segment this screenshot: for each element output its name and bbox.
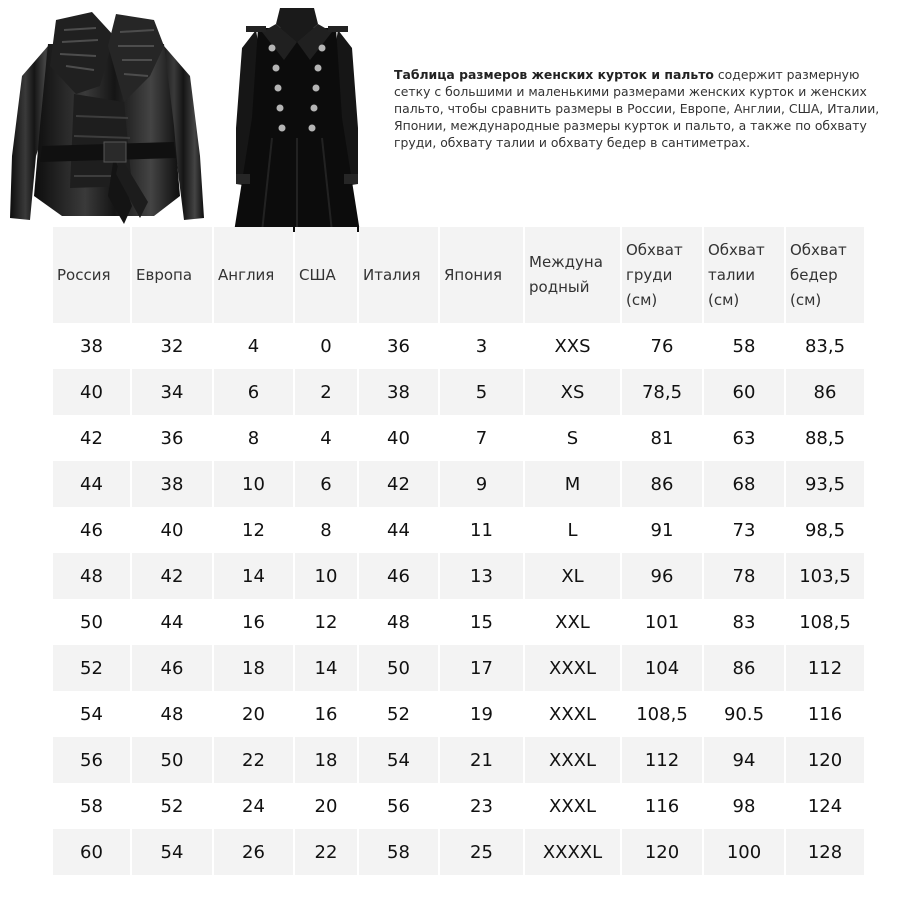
cell-japan: 19: [440, 691, 523, 737]
cell-international: XXXL: [525, 691, 620, 737]
cell-europe: 44: [132, 599, 212, 645]
header-usa: США: [295, 227, 357, 323]
header-italy: Италия: [359, 227, 438, 323]
cell-russia: 46: [53, 507, 130, 553]
table-row: [53, 645, 864, 691]
cell-russia: 42: [53, 415, 130, 461]
cell-international: XXS: [525, 323, 620, 369]
cell-italy: 54: [359, 737, 438, 783]
cell-japan: 21: [440, 737, 523, 783]
cell-hips: 124: [786, 783, 864, 829]
cell-italy: 42: [359, 461, 438, 507]
cell-russia: 58: [53, 783, 130, 829]
cell-waist: 68: [704, 461, 784, 507]
cell-europe: 38: [132, 461, 212, 507]
table-row: [53, 507, 864, 553]
cell-japan: 25: [440, 829, 523, 875]
cell-europe: 42: [132, 553, 212, 599]
cell-hips: 108,5: [786, 599, 864, 645]
cell-italy: 58: [359, 829, 438, 875]
table-row: [53, 553, 864, 599]
cell-europe: 34: [132, 369, 212, 415]
cell-chest: 86: [622, 461, 702, 507]
cell-usa: 14: [295, 645, 357, 691]
cell-england: 4: [214, 323, 293, 369]
table-row: [53, 461, 864, 507]
cell-hips: 93,5: [786, 461, 864, 507]
cell-europe: 50: [132, 737, 212, 783]
header-hips: Обхват бедер (см): [786, 227, 864, 323]
cell-international: XL: [525, 553, 620, 599]
cell-usa: 22: [295, 829, 357, 875]
intro-title: Таблица размеров женских курток и пальто: [394, 67, 714, 82]
cell-usa: 8: [295, 507, 357, 553]
table-row: [53, 415, 864, 461]
cell-waist: 98: [704, 783, 784, 829]
cell-italy: 46: [359, 553, 438, 599]
cell-waist: 94: [704, 737, 784, 783]
intro-text: [394, 66, 894, 151]
cell-usa: 6: [295, 461, 357, 507]
cell-usa: 2: [295, 369, 357, 415]
cell-russia: 60: [53, 829, 130, 875]
cell-italy: 38: [359, 369, 438, 415]
cell-italy: 50: [359, 645, 438, 691]
cell-chest: 120: [622, 829, 702, 875]
header-europe: Европа: [132, 227, 212, 323]
table-row: [53, 691, 864, 737]
cell-japan: 23: [440, 783, 523, 829]
cell-japan: 15: [440, 599, 523, 645]
cell-russia: 50: [53, 599, 130, 645]
cell-europe: 36: [132, 415, 212, 461]
cell-europe: 46: [132, 645, 212, 691]
cell-international: L: [525, 507, 620, 553]
cell-england: 20: [214, 691, 293, 737]
cell-usa: 18: [295, 737, 357, 783]
cell-hips: 83,5: [786, 323, 864, 369]
coat-image: [222, 8, 372, 232]
cell-usa: 12: [295, 599, 357, 645]
cell-waist: 60: [704, 369, 784, 415]
cell-england: 16: [214, 599, 293, 645]
cell-chest: 112: [622, 737, 702, 783]
cell-russia: 48: [53, 553, 130, 599]
cell-england: 10: [214, 461, 293, 507]
header-england: Англия: [214, 227, 293, 323]
intro-body: содержит размерную сетку с большими и маленькими размерами женских курток и женских пальто, чтобы сравнить размеры в России, Европе, Англии, США, Италии, Японии, международные размеры курток и пальто, а также по обхвату груди, обхвату талии и обхвату бедер в сантиметрах.: [394, 67, 880, 150]
cell-chest: 108,5: [622, 691, 702, 737]
cell-italy: 40: [359, 415, 438, 461]
cell-international: XS: [525, 369, 620, 415]
cell-international: XXL: [525, 599, 620, 645]
cell-europe: 40: [132, 507, 212, 553]
cell-usa: 4: [295, 415, 357, 461]
header-waist: Обхват талии (см): [704, 227, 784, 323]
cell-japan: 5: [440, 369, 523, 415]
cell-japan: 11: [440, 507, 523, 553]
cell-chest: 81: [622, 415, 702, 461]
cell-england: 26: [214, 829, 293, 875]
cell-hips: 88,5: [786, 415, 864, 461]
cell-japan: 9: [440, 461, 523, 507]
cell-hips: 98,5: [786, 507, 864, 553]
header-chest: Обхват груди (см): [622, 227, 702, 323]
cell-europe: 48: [132, 691, 212, 737]
cell-england: 18: [214, 645, 293, 691]
cell-waist: 86: [704, 645, 784, 691]
cell-japan: 17: [440, 645, 523, 691]
cell-chest: 101: [622, 599, 702, 645]
header-russia: Россия: [53, 227, 130, 323]
cell-usa: 20: [295, 783, 357, 829]
cell-usa: 10: [295, 553, 357, 599]
cell-russia: 54: [53, 691, 130, 737]
header-international: Междуна родный: [525, 227, 620, 323]
cell-chest: 116: [622, 783, 702, 829]
cell-england: 14: [214, 553, 293, 599]
table-row: [53, 599, 864, 645]
table-row: [53, 323, 864, 369]
cell-italy: 36: [359, 323, 438, 369]
cell-hips: 86: [786, 369, 864, 415]
cell-waist: 58: [704, 323, 784, 369]
cell-hips: 112: [786, 645, 864, 691]
table-row: [53, 783, 864, 829]
cell-russia: 38: [53, 323, 130, 369]
cell-italy: 52: [359, 691, 438, 737]
cell-waist: 100: [704, 829, 784, 875]
cell-england: 6: [214, 369, 293, 415]
cell-italy: 44: [359, 507, 438, 553]
header-japan: Япония: [440, 227, 523, 323]
cell-hips: 128: [786, 829, 864, 875]
cell-waist: 73: [704, 507, 784, 553]
cell-international: S: [525, 415, 620, 461]
cell-europe: 32: [132, 323, 212, 369]
cell-russia: 44: [53, 461, 130, 507]
cell-international: XXXL: [525, 737, 620, 783]
cell-waist: 63: [704, 415, 784, 461]
cell-international: XXXL: [525, 645, 620, 691]
cell-international: XXXXL: [525, 829, 620, 875]
cell-usa: 0: [295, 323, 357, 369]
cell-russia: 56: [53, 737, 130, 783]
cell-japan: 13: [440, 553, 523, 599]
cell-chest: 78,5: [622, 369, 702, 415]
cell-japan: 7: [440, 415, 523, 461]
cell-england: 24: [214, 783, 293, 829]
cell-japan: 3: [440, 323, 523, 369]
cell-waist: 78: [704, 553, 784, 599]
cell-hips: 103,5: [786, 553, 864, 599]
cell-chest: 76: [622, 323, 702, 369]
table-row: [53, 369, 864, 415]
size-table: [51, 227, 866, 875]
cell-europe: 54: [132, 829, 212, 875]
cell-europe: 52: [132, 783, 212, 829]
jacket-image: [4, 6, 210, 232]
cell-hips: 116: [786, 691, 864, 737]
table-header-row: [53, 227, 864, 323]
cell-england: 8: [214, 415, 293, 461]
cell-waist: 83: [704, 599, 784, 645]
cell-hips: 120: [786, 737, 864, 783]
cell-chest: 96: [622, 553, 702, 599]
cell-chest: 91: [622, 507, 702, 553]
cell-england: 12: [214, 507, 293, 553]
cell-waist: 90.5: [704, 691, 784, 737]
cell-italy: 56: [359, 783, 438, 829]
cell-russia: 52: [53, 645, 130, 691]
table-row: [53, 829, 864, 875]
cell-international: M: [525, 461, 620, 507]
cell-england: 22: [214, 737, 293, 783]
cell-italy: 48: [359, 599, 438, 645]
cell-chest: 104: [622, 645, 702, 691]
cell-russia: 40: [53, 369, 130, 415]
cell-international: XXXL: [525, 783, 620, 829]
cell-usa: 16: [295, 691, 357, 737]
table-row: [53, 737, 864, 783]
